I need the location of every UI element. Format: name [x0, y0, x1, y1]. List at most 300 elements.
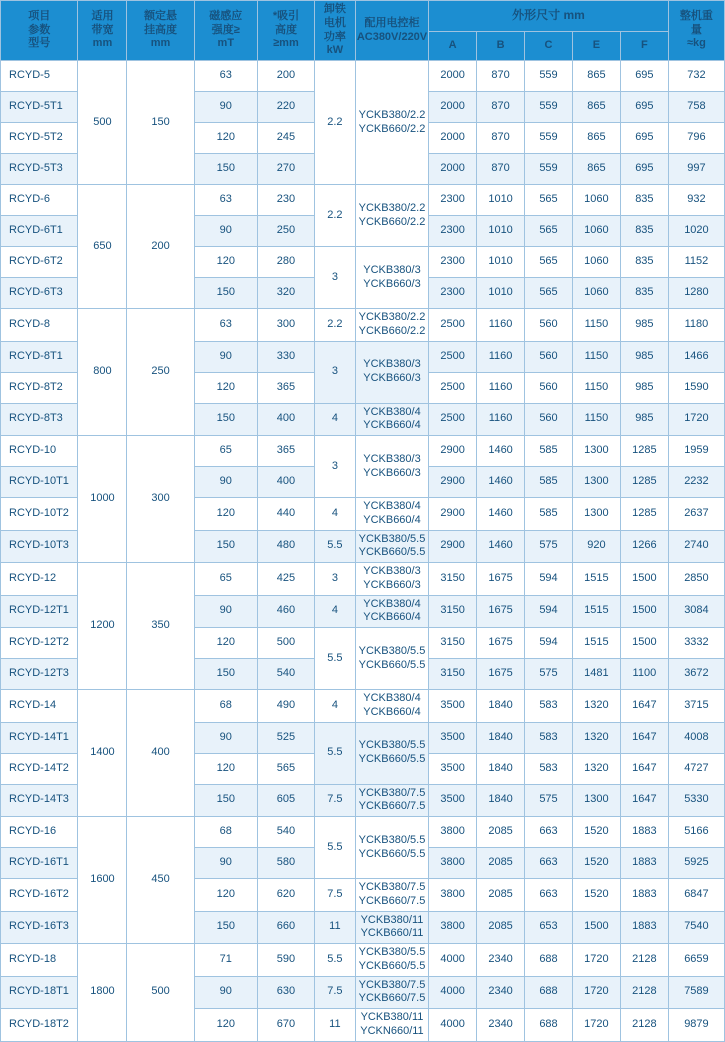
cell-dim-f: 835 [620, 278, 668, 309]
cell-dim-c: 559 [525, 61, 573, 92]
cell-band-width: 800 [78, 309, 127, 436]
cell-band-width: 1400 [78, 690, 127, 817]
cell-dim-a: 2500 [429, 341, 477, 372]
cell-total-weight: 2850 [668, 563, 724, 596]
cell-hanging-height: 200 [127, 185, 194, 309]
cell-magnetic-intensity: 120 [194, 1009, 257, 1042]
cell-dim-e: 1060 [572, 216, 620, 247]
cell-dim-e: 865 [572, 92, 620, 123]
cell-dim-c: 575 [525, 659, 573, 690]
cell-model: RCYD-18 [1, 944, 78, 977]
header-total-weight: 整机重 量 ≈kg [668, 1, 724, 61]
cell-dim-b: 1840 [477, 690, 525, 723]
header-dim-a: A [429, 31, 477, 60]
cell-dim-f: 695 [620, 123, 668, 154]
header-dim-c: C [525, 31, 573, 60]
cell-dim-f: 1883 [620, 911, 668, 944]
cell-model: RCYD-12T1 [1, 595, 78, 628]
cell-suction-height: 440 [257, 498, 314, 531]
cell-dim-c: 594 [525, 563, 573, 596]
cell-dim-b: 1840 [477, 722, 525, 753]
cell-model: RCYD-14 [1, 690, 78, 723]
cell-dim-b: 870 [477, 154, 525, 185]
cell-suction-height: 565 [257, 753, 314, 784]
cell-total-weight: 1280 [668, 278, 724, 309]
cell-dim-f: 1647 [620, 753, 668, 784]
cell-dim-c: 688 [525, 976, 573, 1009]
cell-motor-power: 3 [315, 247, 356, 309]
cell-dim-e: 1150 [572, 341, 620, 372]
cell-dim-a: 3800 [429, 848, 477, 879]
table-row [1, 309, 725, 342]
cell-total-weight: 5166 [668, 817, 724, 848]
cell-suction-height: 220 [257, 92, 314, 123]
cell-dim-c: 688 [525, 1009, 573, 1042]
cell-suction-height: 630 [257, 976, 314, 1009]
cell-model: RCYD-18T2 [1, 1009, 78, 1042]
cell-model: RCYD-6 [1, 185, 78, 216]
cell-dim-f: 1500 [620, 563, 668, 596]
cell-magnetic-intensity: 150 [194, 784, 257, 817]
cell-suction-height: 460 [257, 595, 314, 628]
cell-dim-c: 565 [525, 247, 573, 278]
cell-total-weight: 997 [668, 154, 724, 185]
cell-suction-height: 620 [257, 879, 314, 912]
cell-dim-a: 2900 [429, 436, 477, 467]
cell-magnetic-intensity: 120 [194, 753, 257, 784]
cell-dim-e: 1300 [572, 436, 620, 467]
cell-suction-height: 540 [257, 817, 314, 848]
cell-dim-b: 1010 [477, 216, 525, 247]
cell-model: RCYD-6T2 [1, 247, 78, 278]
cell-total-weight: 6659 [668, 944, 724, 977]
table-row [1, 563, 725, 596]
cell-magnetic-intensity: 120 [194, 879, 257, 912]
cell-dim-f: 1500 [620, 628, 668, 659]
cell-dim-b: 1460 [477, 436, 525, 467]
cell-total-weight: 1720 [668, 403, 724, 436]
cell-total-weight: 4008 [668, 722, 724, 753]
cell-motor-power: 7.5 [315, 879, 356, 912]
cell-dim-e: 1320 [572, 690, 620, 723]
cell-dim-b: 1010 [477, 278, 525, 309]
cell-dim-a: 2500 [429, 403, 477, 436]
cell-dim-b: 870 [477, 61, 525, 92]
cell-dim-e: 1720 [572, 944, 620, 977]
cell-dim-c: 559 [525, 92, 573, 123]
cell-model: RCYD-8T1 [1, 341, 78, 372]
cell-dim-c: 583 [525, 722, 573, 753]
cell-dim-f: 835 [620, 185, 668, 216]
cell-magnetic-intensity: 90 [194, 595, 257, 628]
cell-dim-e: 1720 [572, 976, 620, 1009]
cell-dim-e: 1150 [572, 372, 620, 403]
cell-suction-height: 200 [257, 61, 314, 92]
cell-motor-power: 2.2 [315, 185, 356, 247]
cell-suction-height: 480 [257, 530, 314, 563]
cell-dim-a: 2300 [429, 247, 477, 278]
cell-magnetic-intensity: 63 [194, 185, 257, 216]
cell-dim-a: 3150 [429, 595, 477, 628]
cell-dim-c: 663 [525, 817, 573, 848]
cell-dim-b: 1840 [477, 784, 525, 817]
cell-total-weight: 5330 [668, 784, 724, 817]
cell-motor-power: 11 [315, 911, 356, 944]
cell-dim-a: 2300 [429, 185, 477, 216]
cell-suction-height: 425 [257, 563, 314, 596]
cell-total-weight: 2740 [668, 530, 724, 563]
cell-dim-a: 2000 [429, 123, 477, 154]
cell-dim-e: 1060 [572, 185, 620, 216]
cell-dim-b: 2085 [477, 879, 525, 912]
cell-control-cabinet: YCKB380/4 YCKB660/4 [355, 403, 428, 436]
cell-model: RCYD-16T3 [1, 911, 78, 944]
cell-suction-height: 330 [257, 341, 314, 372]
cell-model: RCYD-14T2 [1, 753, 78, 784]
cell-dim-c: 653 [525, 911, 573, 944]
cell-dim-f: 2128 [620, 944, 668, 977]
cell-motor-power: 3 [315, 436, 356, 498]
cell-model: RCYD-8T2 [1, 372, 78, 403]
cell-dim-e: 1515 [572, 595, 620, 628]
cell-motor-power: 5.5 [315, 722, 356, 784]
cell-total-weight: 2232 [668, 467, 724, 498]
cell-dim-f: 1647 [620, 722, 668, 753]
cell-dim-e: 1481 [572, 659, 620, 690]
cell-model: RCYD-10T1 [1, 467, 78, 498]
cell-model: RCYD-16 [1, 817, 78, 848]
cell-hanging-height: 450 [127, 817, 194, 944]
cell-magnetic-intensity: 120 [194, 498, 257, 531]
cell-dim-b: 2340 [477, 976, 525, 1009]
cell-magnetic-intensity: 120 [194, 123, 257, 154]
cell-dim-f: 2128 [620, 976, 668, 1009]
cell-motor-power: 2.2 [315, 61, 356, 185]
cell-dim-c: 560 [525, 372, 573, 403]
cell-dim-c: 575 [525, 530, 573, 563]
cell-control-cabinet: YCKB380/3 YCKB660/3 [355, 436, 428, 498]
cell-total-weight: 9879 [668, 1009, 724, 1042]
cell-magnetic-intensity: 63 [194, 309, 257, 342]
cell-control-cabinet: YCKB380/5.5 YCKB660/5.5 [355, 817, 428, 879]
cell-dim-e: 1150 [572, 309, 620, 342]
cell-dim-b: 1160 [477, 403, 525, 436]
cell-control-cabinet: YCKB380/11 YCKB660/11 [355, 911, 428, 944]
cell-dim-c: 575 [525, 784, 573, 817]
cell-suction-height: 400 [257, 403, 314, 436]
cell-dim-c: 663 [525, 848, 573, 879]
cell-suction-height: 365 [257, 372, 314, 403]
cell-suction-height: 270 [257, 154, 314, 185]
cell-dim-b: 1675 [477, 563, 525, 596]
cell-dim-b: 2340 [477, 1009, 525, 1042]
cell-model: RCYD-6T1 [1, 216, 78, 247]
cell-model: RCYD-14T1 [1, 722, 78, 753]
cell-control-cabinet: YCKB380/5.5 YCKB660/5.5 [355, 944, 428, 977]
header-band-width: 适用 带宽 mm [78, 1, 127, 61]
cell-band-width: 1600 [78, 817, 127, 944]
cell-motor-power: 5.5 [315, 530, 356, 563]
header-magnetic-intensity: 磁感应 强度≥ mT [194, 1, 257, 61]
table-header [1, 1, 725, 61]
cell-total-weight: 7589 [668, 976, 724, 1009]
cell-dim-a: 4000 [429, 944, 477, 977]
cell-model: RCYD-8 [1, 309, 78, 342]
cell-motor-power: 5.5 [315, 817, 356, 879]
cell-dim-b: 1675 [477, 595, 525, 628]
cell-dim-b: 2085 [477, 911, 525, 944]
cell-dim-a: 2900 [429, 467, 477, 498]
cell-suction-height: 245 [257, 123, 314, 154]
cell-dim-b: 2085 [477, 817, 525, 848]
table-row [1, 817, 725, 848]
cell-dim-f: 1647 [620, 690, 668, 723]
cell-control-cabinet: YCKB380/3 YCKB660/3 [355, 247, 428, 309]
header-dimensions-group: 外形尺寸 mm [429, 1, 669, 32]
cell-dim-c: 594 [525, 595, 573, 628]
cell-hanging-height: 350 [127, 563, 194, 690]
cell-dim-f: 1285 [620, 436, 668, 467]
cell-model: RCYD-6T3 [1, 278, 78, 309]
table-row [1, 944, 725, 977]
cell-suction-height: 250 [257, 216, 314, 247]
cell-dim-e: 920 [572, 530, 620, 563]
cell-dim-a: 3500 [429, 722, 477, 753]
cell-dim-b: 1840 [477, 753, 525, 784]
cell-dim-f: 1266 [620, 530, 668, 563]
cell-control-cabinet: YCKB380/5.5 YCKB660/5.5 [355, 722, 428, 784]
cell-suction-height: 280 [257, 247, 314, 278]
cell-total-weight: 932 [668, 185, 724, 216]
cell-magnetic-intensity: 90 [194, 341, 257, 372]
cell-dim-e: 1300 [572, 498, 620, 531]
cell-dim-b: 1160 [477, 341, 525, 372]
header-suction-height: *吸引 高度 ≥mm [257, 1, 314, 61]
cell-control-cabinet: YCKB380/4 YCKB660/4 [355, 690, 428, 723]
cell-suction-height: 525 [257, 722, 314, 753]
table-row [1, 436, 725, 467]
header-dim-e: E [572, 31, 620, 60]
cell-dim-c: 585 [525, 467, 573, 498]
cell-dim-c: 583 [525, 690, 573, 723]
cell-total-weight: 4727 [668, 753, 724, 784]
cell-dim-a: 3150 [429, 659, 477, 690]
cell-suction-height: 300 [257, 309, 314, 342]
cell-model: RCYD-5T1 [1, 92, 78, 123]
cell-dim-f: 695 [620, 61, 668, 92]
cell-dim-a: 3500 [429, 784, 477, 817]
cell-dim-a: 2500 [429, 372, 477, 403]
cell-motor-power: 7.5 [315, 976, 356, 1009]
cell-magnetic-intensity: 71 [194, 944, 257, 977]
cell-dim-f: 695 [620, 154, 668, 185]
cell-dim-b: 1675 [477, 628, 525, 659]
cell-dim-e: 1300 [572, 467, 620, 498]
cell-dim-e: 865 [572, 123, 620, 154]
cell-dim-a: 2900 [429, 498, 477, 531]
cell-dim-f: 985 [620, 341, 668, 372]
cell-dim-c: 560 [525, 341, 573, 372]
cell-dim-e: 1320 [572, 753, 620, 784]
cell-total-weight: 1152 [668, 247, 724, 278]
cell-total-weight: 1020 [668, 216, 724, 247]
cell-dim-a: 4000 [429, 976, 477, 1009]
cell-dim-a: 3150 [429, 563, 477, 596]
cell-dim-f: 985 [620, 309, 668, 342]
cell-model: RCYD-18T1 [1, 976, 78, 1009]
cell-dim-c: 585 [525, 498, 573, 531]
cell-magnetic-intensity: 150 [194, 911, 257, 944]
table-body [1, 61, 725, 1042]
cell-magnetic-intensity: 68 [194, 690, 257, 723]
cell-control-cabinet: YCKB380/5.5 YCKB660/5.5 [355, 628, 428, 690]
cell-motor-power: 4 [315, 595, 356, 628]
cell-suction-height: 670 [257, 1009, 314, 1042]
cell-magnetic-intensity: 90 [194, 216, 257, 247]
cell-total-weight: 3084 [668, 595, 724, 628]
cell-dim-b: 1160 [477, 309, 525, 342]
cell-model: RCYD-5 [1, 61, 78, 92]
cell-magnetic-intensity: 90 [194, 467, 257, 498]
cell-model: RCYD-5T2 [1, 123, 78, 154]
cell-dim-e: 1515 [572, 628, 620, 659]
cell-total-weight: 1180 [668, 309, 724, 342]
cell-dim-e: 1300 [572, 784, 620, 817]
cell-dim-a: 2000 [429, 154, 477, 185]
header-dim-f: F [620, 31, 668, 60]
cell-model: RCYD-10T3 [1, 530, 78, 563]
cell-dim-f: 985 [620, 372, 668, 403]
header-row-1 [1, 1, 725, 32]
cell-total-weight: 3715 [668, 690, 724, 723]
cell-suction-height: 580 [257, 848, 314, 879]
cell-suction-height: 660 [257, 911, 314, 944]
cell-dim-f: 695 [620, 92, 668, 123]
cell-control-cabinet: YCKB380/2.2 YCKB660/2.2 [355, 185, 428, 247]
cell-dim-c: 565 [525, 278, 573, 309]
table-row [1, 690, 725, 723]
cell-total-weight: 3672 [668, 659, 724, 690]
cell-hanging-height: 300 [127, 436, 194, 563]
cell-band-width: 1200 [78, 563, 127, 690]
cell-dim-e: 1720 [572, 1009, 620, 1042]
cell-magnetic-intensity: 68 [194, 817, 257, 848]
header-motor-power: 卸铁 电机 功率 kW [315, 1, 356, 61]
cell-dim-b: 1460 [477, 467, 525, 498]
cell-dim-f: 985 [620, 403, 668, 436]
cell-control-cabinet: YCKB380/2.2 YCKB660/2.2 [355, 309, 428, 342]
cell-magnetic-intensity: 90 [194, 976, 257, 1009]
cell-dim-c: 594 [525, 628, 573, 659]
cell-dim-e: 865 [572, 61, 620, 92]
cell-dim-a: 3500 [429, 753, 477, 784]
cell-model: RCYD-10 [1, 436, 78, 467]
cell-band-width: 1800 [78, 944, 127, 1042]
cell-dim-c: 585 [525, 436, 573, 467]
cell-motor-power: 5.5 [315, 944, 356, 977]
cell-dim-b: 2340 [477, 944, 525, 977]
cell-dim-c: 559 [525, 154, 573, 185]
cell-control-cabinet: YCKB380/7.5 YCKB660/7.5 [355, 784, 428, 817]
cell-dim-f: 1883 [620, 817, 668, 848]
cell-dim-f: 1285 [620, 467, 668, 498]
cell-dim-f: 1500 [620, 595, 668, 628]
cell-dim-a: 3800 [429, 879, 477, 912]
cell-magnetic-intensity: 90 [194, 92, 257, 123]
header-dim-b: B [477, 31, 525, 60]
cell-band-width: 500 [78, 61, 127, 185]
cell-total-weight: 3332 [668, 628, 724, 659]
cell-motor-power: 7.5 [315, 784, 356, 817]
cell-dim-e: 865 [572, 154, 620, 185]
cell-dim-a: 2500 [429, 309, 477, 342]
cell-magnetic-intensity: 90 [194, 722, 257, 753]
cell-motor-power: 3 [315, 341, 356, 403]
cell-dim-f: 1647 [620, 784, 668, 817]
header-hanging-height: 额定悬 挂高度 mm [127, 1, 194, 61]
cell-dim-b: 870 [477, 92, 525, 123]
cell-control-cabinet: YCKB380/4 YCKB660/4 [355, 498, 428, 531]
cell-dim-e: 1520 [572, 879, 620, 912]
cell-dim-b: 870 [477, 123, 525, 154]
cell-total-weight: 2637 [668, 498, 724, 531]
cell-dim-b: 1675 [477, 659, 525, 690]
cell-dim-e: 1520 [572, 848, 620, 879]
cell-band-width: 1000 [78, 436, 127, 563]
cell-hanging-height: 250 [127, 309, 194, 436]
cell-dim-c: 565 [525, 216, 573, 247]
cell-motor-power: 3 [315, 563, 356, 596]
cell-dim-a: 3150 [429, 628, 477, 659]
cell-magnetic-intensity: 65 [194, 436, 257, 467]
cell-dim-a: 2300 [429, 216, 477, 247]
cell-dim-c: 560 [525, 309, 573, 342]
cell-suction-height: 500 [257, 628, 314, 659]
cell-total-weight: 5925 [668, 848, 724, 879]
cell-magnetic-intensity: 150 [194, 154, 257, 185]
cell-hanging-height: 500 [127, 944, 194, 1042]
cell-dim-a: 4000 [429, 1009, 477, 1042]
cell-control-cabinet: YCKB380/11 YCKN660/11 [355, 1009, 428, 1042]
cell-dim-f: 835 [620, 216, 668, 247]
cell-dim-c: 663 [525, 879, 573, 912]
cell-total-weight: 6847 [668, 879, 724, 912]
cell-model: RCYD-8T3 [1, 403, 78, 436]
cell-magnetic-intensity: 150 [194, 530, 257, 563]
cell-model: RCYD-16T2 [1, 879, 78, 912]
cell-suction-height: 605 [257, 784, 314, 817]
cell-band-width: 650 [78, 185, 127, 309]
cell-control-cabinet: YCKB380/2.2 YCKB660/2.2 [355, 61, 428, 185]
cell-dim-e: 1520 [572, 817, 620, 848]
cell-dim-f: 2128 [620, 1009, 668, 1042]
cell-suction-height: 400 [257, 467, 314, 498]
cell-dim-e: 1320 [572, 722, 620, 753]
cell-dim-a: 2900 [429, 530, 477, 563]
cell-dim-a: 3800 [429, 817, 477, 848]
cell-suction-height: 365 [257, 436, 314, 467]
cell-dim-c: 559 [525, 123, 573, 154]
cell-model: RCYD-5T3 [1, 154, 78, 185]
cell-total-weight: 758 [668, 92, 724, 123]
cell-total-weight: 1466 [668, 341, 724, 372]
cell-hanging-height: 400 [127, 690, 194, 817]
cell-motor-power: 4 [315, 498, 356, 531]
cell-motor-power: 2.2 [315, 309, 356, 342]
cell-motor-power: 4 [315, 403, 356, 436]
cell-dim-f: 1883 [620, 848, 668, 879]
cell-dim-b: 2085 [477, 848, 525, 879]
